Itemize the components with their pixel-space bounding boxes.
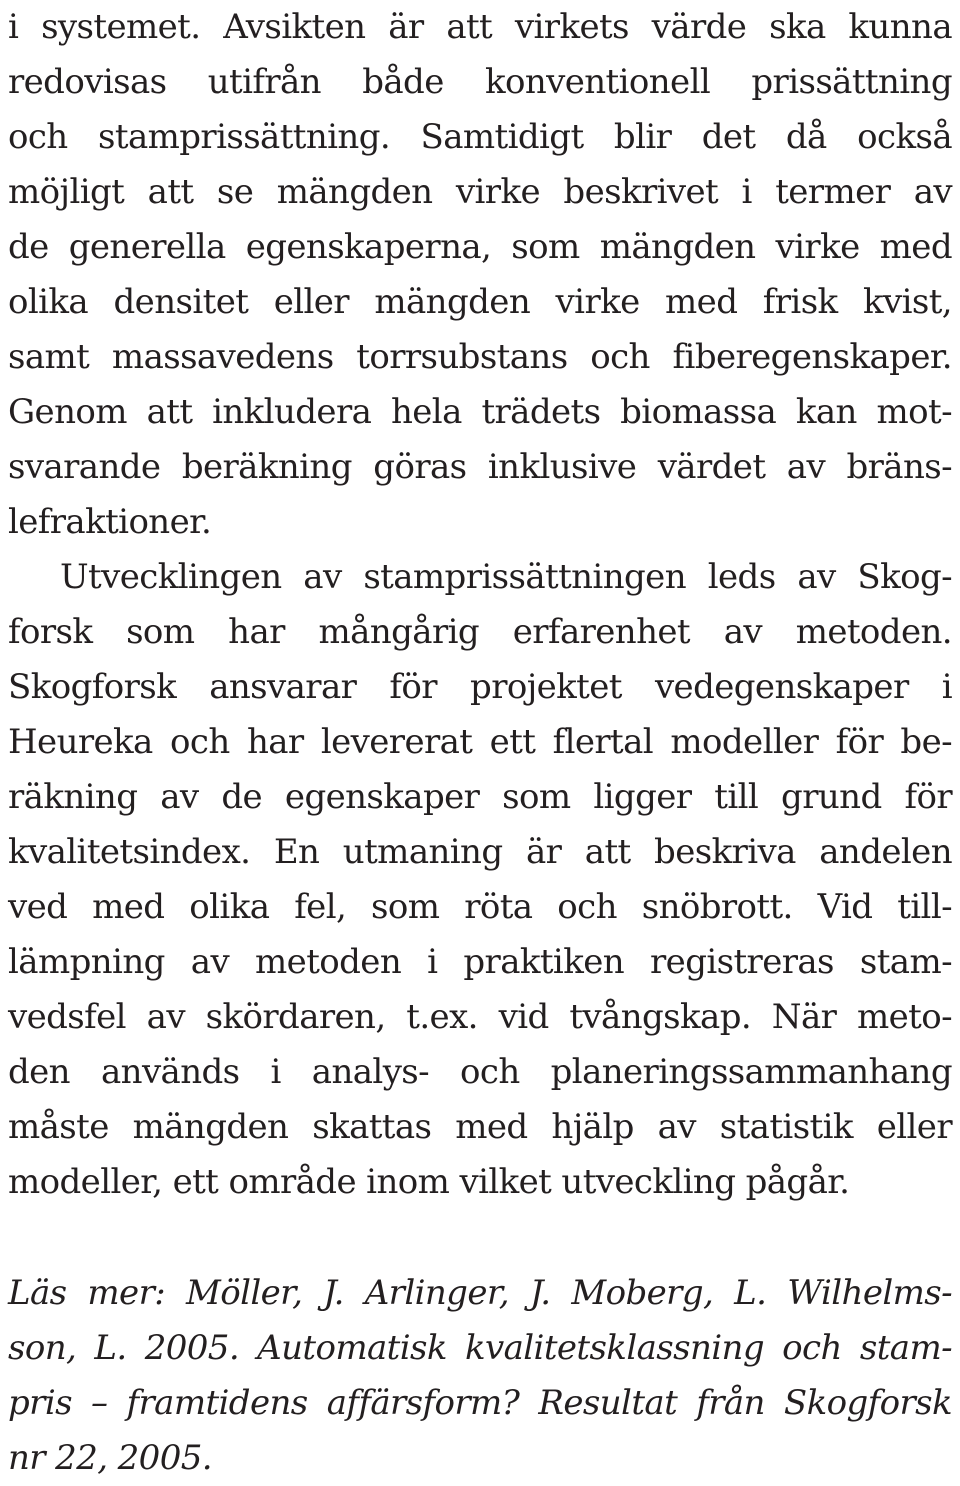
- reference-line: pris – framtidens affärsform? Resultat från Skogforsk: [8, 1383, 952, 1423]
- text-line: kvalitetsindex. En utmaning är att beskriva andelen: [8, 832, 952, 872]
- text-line: Skogforsk ansvarar för projektet vedegenskaper i: [8, 667, 952, 707]
- text-line: den används i analys- och planeringssammanhang: [8, 1052, 952, 1092]
- reference-line: Läs mer: Möller, J. Arlinger, J. Moberg, L. Wilhelms-: [8, 1273, 952, 1313]
- text-line: samt massavedens torrsubstans och fiberegenskaper.: [8, 337, 952, 377]
- reference-note: [8, 1266, 952, 1486]
- text-line: de generella egenskaperna, som mängden virke med: [8, 227, 952, 267]
- text-line: svarande beräkning göras inklusive värdet av bräns-: [8, 447, 952, 487]
- reference-line: nr 22, 2005.: [8, 1438, 212, 1478]
- text-line: lämpning av metoden i praktiken registreras stam-: [8, 942, 952, 982]
- text-line: måste mängden skattas med hjälp av statistik eller: [8, 1107, 952, 1147]
- text-line: olika densitet eller mängden virke med frisk kvist,: [8, 282, 952, 322]
- text-line: Heureka och har levererat ett flertal modeller för be-: [8, 722, 952, 762]
- text-line: modeller, ett område inom vilket utveckling pågår.: [8, 1162, 850, 1202]
- text-line: vedsfel av skördaren, t.ex. vid tvångskap. När meto-: [8, 997, 952, 1037]
- reference-line: son, L. 2005. Automatisk kvalitetsklassning och stam-: [8, 1328, 952, 1368]
- text-line: Utvecklingen av stamprissättningen leds av Skog-: [60, 557, 952, 597]
- text-line: forsk som har mångårig erfarenhet av metoden.: [8, 612, 952, 652]
- text-line: möjligt att se mängden virke beskrivet i termer av: [8, 172, 952, 212]
- text-line: räkning av de egenskaper som ligger till grund för: [8, 777, 952, 817]
- text-line: lefraktioner.: [8, 502, 212, 542]
- paragraph-1: [8, 0, 952, 385]
- text-line: redovisas utifrån både konventionell prissättning: [8, 62, 952, 102]
- text-line: ved med olika fel, som röta och snöbrott. Vid till-: [8, 887, 952, 927]
- text-line: i systemet. Avsikten är att virkets värde ska kunna: [8, 7, 952, 47]
- paragraph-2: [8, 385, 952, 550]
- paragraph-3: [8, 550, 952, 1210]
- text-line: Genom att inkludera hela trädets biomassa kan mot-: [8, 392, 952, 432]
- document-page: [8, 0, 952, 1486]
- text-line: och stamprissättning. Samtidigt blir det då också: [8, 117, 952, 157]
